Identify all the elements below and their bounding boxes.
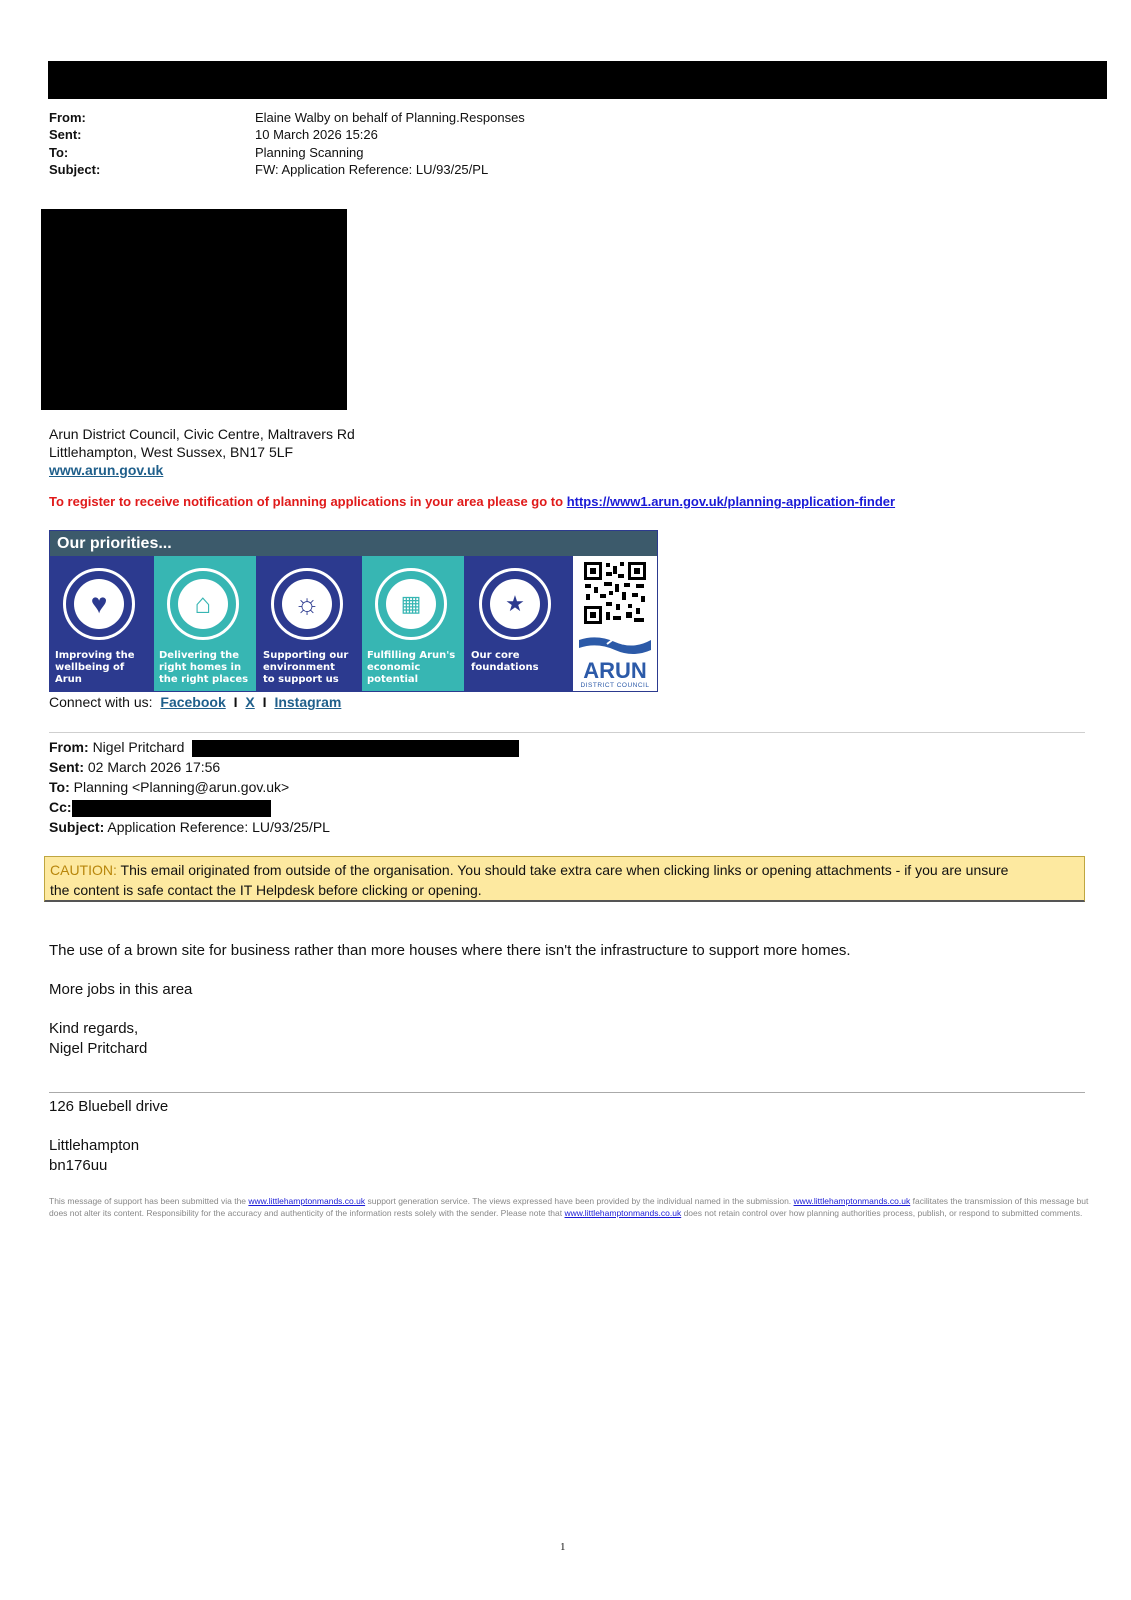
arun-logo-name: ARUN [583,658,647,683]
tile-label: Our core [471,650,520,661]
arun-logo-subtitle: DISTRICT COUNCIL [580,682,650,689]
caution-tag: CAUTION: [50,862,117,878]
fwd-from-value: Nigel Pritchard [92,739,185,755]
littlehamptonmands-link[interactable]: www.littlehamptonmands.co.uk [248,1196,366,1206]
fwd-to-label: To: [49,779,70,795]
tile-label: foundations [471,662,539,673]
external-caution-banner [44,856,1085,902]
tile-label: right homes in [159,662,242,673]
priority-tile-economic [362,556,464,691]
fwd-sent-label: Sent: [49,759,84,775]
fwd-from-row [49,737,184,757]
hand-stars-icon: ★ [479,568,551,640]
sender-name: Nigel Pritchard [49,1040,148,1057]
to-value: Planning Scanning [255,145,364,160]
fwd-to-value: Planning <Planning@arun.gov.uk> [73,779,290,795]
tile-label: wellbeing of Arun [55,662,125,685]
divider [49,732,1085,733]
tile-label: environment [263,662,335,673]
qr-and-logo-tile [573,556,657,691]
sent-value: 10 March 2026 15:26 [255,127,378,142]
heart-pulse-icon: ♥ [63,568,135,640]
fwd-to-row [49,777,289,797]
priority-tile-foundations [466,556,568,691]
priority-tile-wellbeing [50,556,152,691]
priority-tile-homes [154,556,256,691]
priorities-heading: Our priorities... [50,531,657,556]
disclaimer-text: facilitates the transmission of this message but does not alter its content. Responsibility for the accuracy and authenticity of the information rests solely with the sender. Please note that [49,1196,1089,1218]
planning-notice-text: To register to receive notification of planning applications in your area please go to [49,494,564,509]
sender-town: Littlehampton [49,1137,140,1154]
sender-address: 126 Bluebell drive [49,1098,169,1115]
tile-label: potential [367,674,419,685]
fwd-subject-label: Subject: [49,819,105,835]
disclaimer [49,1195,1089,1219]
redacted-signature-image [41,209,347,410]
redacted-sender-email [192,740,519,757]
link-separator: I [233,694,238,710]
council-website-link[interactable]: www.arun.gov.uk [49,462,164,478]
facebook-link[interactable]: Facebook [160,694,226,710]
littlehamptonmands-link[interactable]: www.littlehamptonmands.co.uk [564,1208,682,1218]
planning-finder-link[interactable]: https://www1.arun.gov.uk/planning-application-finder [566,494,896,509]
tile-label: Delivering the [159,650,240,661]
connect-label: Connect with us: [49,694,153,710]
council-address-line2: Littlehampton, West Sussex, BN17 5LF [49,444,294,460]
page-number: 1 [560,1541,566,1553]
redacted-header-bar [48,61,1107,99]
tile-label: the right places [159,674,249,685]
priorities-banner [49,530,658,692]
tile-label: economic [367,662,421,673]
fwd-sent-value: 02 March 2026 17:56 [87,759,221,775]
fwd-subject-value: Application Reference: LU/93/25/PL [107,819,330,835]
tile-label: to support us [263,674,339,685]
tile-label: Fulfilling Arun's [367,650,456,661]
fwd-from-label: From: [49,739,89,755]
redacted-cc-recipients [72,800,271,817]
fwd-cc-label: Cc: [49,799,72,815]
qr-code-icon [582,560,648,626]
from-label: From: [49,110,86,125]
fwd-subject-row [49,817,330,837]
link-separator: I [262,694,267,710]
instagram-link[interactable]: Instagram [274,694,342,710]
message-paragraph: More jobs in this area [49,981,193,998]
house-family-icon: ⌂ [167,568,239,640]
x-link[interactable]: X [245,694,255,710]
subject-label: Subject: [49,162,101,177]
sender-postcode: bn176uu [49,1157,108,1174]
lightbulb-leaf-icon: ☼ [271,568,343,640]
caution-line1: This email originated from outside of the organisation. You should take extra care when clicking links or opening attachments - if you are unsure [120,862,1009,878]
fwd-cc-row [49,797,72,817]
to-label: To: [49,145,69,160]
disclaimer-text: support generation service. The views expressed have been provided by the individual named in the submission. [367,1196,792,1206]
message-paragraph: The use of a brown site for business rather than more houses where there isn't the infrastructure to support more homes. [49,942,851,959]
tile-label: Supporting our [263,650,349,661]
divider [49,1092,1085,1093]
sent-label: Sent: [49,127,82,142]
disclaimer-text: This message of support has been submitted via the [49,1196,247,1206]
planning-notice [49,494,895,509]
subject-value: FW: Application Reference: LU/93/25/PL [255,162,489,177]
brick-wall-icon: ▦ [375,568,447,640]
connect-with-us [49,694,345,710]
caution-line2: the content is safe contact the IT Helpdesk before clicking or opening. [50,882,482,898]
council-address-line1: Arun District Council, Civic Centre, Maltravers Rd [49,426,355,442]
tile-label: Improving the [55,650,135,661]
fwd-sent-row [49,757,220,777]
from-value: Elaine Walby on behalf of Planning.Responses [255,110,525,125]
disclaimer-text: does not retain control over how planning authorities process, publish, or respond to submitted comments. [683,1208,1083,1218]
priority-tile-environment [258,556,360,691]
closing: Kind regards, [49,1020,139,1037]
littlehamptonmands-link[interactable]: www.littlehamptonmands.co.uk [793,1196,911,1206]
